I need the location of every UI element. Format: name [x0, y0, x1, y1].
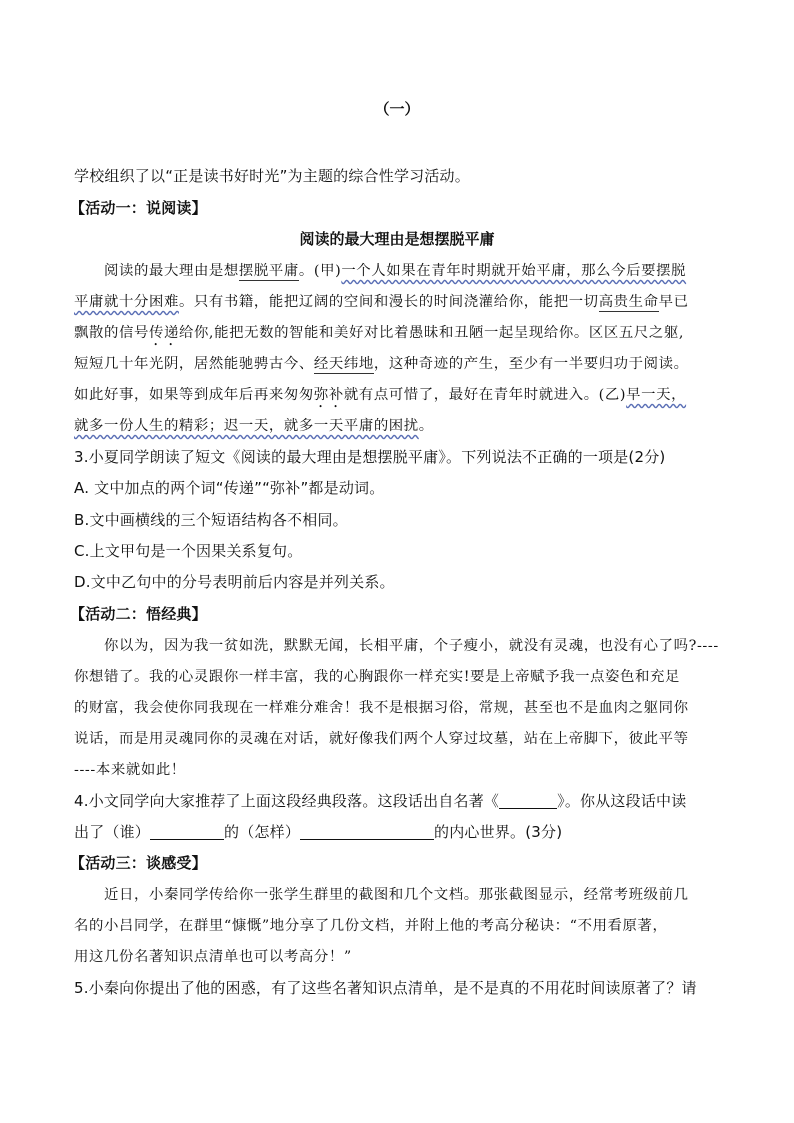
text-run: 的（怎样） — [224, 823, 301, 841]
text-run: 就有点可惜了，最好在青年时就进入。(乙) — [343, 387, 627, 403]
q3-stem: 3.小夏同学朗读了短文《阅读的最大理由是想摆脱平庸》。下列说法不正确的一项是(2分) — [74, 448, 666, 466]
passage3-line1: 近日，小秦同学传给你一张学生群里的截图和几个文档。那张截图显示，经常考班级前几 — [104, 887, 689, 903]
passage2-line4: 说话，而是用灵魂同你的灵魂在对话，就好像我们两个人穿过坟墓，站在上帝脚下，彼此平等 — [74, 731, 689, 747]
book-close-quote: 》 — [557, 792, 565, 810]
book-title-blank[interactable] — [499, 793, 557, 809]
q3-option-b: B.文中画横线的三个短语结构各不相同。 — [74, 511, 348, 529]
text-run: 出了（谁） — [74, 823, 151, 841]
wavy-sentence-jia: 一个人如果在青年时期就开始平庸，那么今后要摆脱 — [341, 263, 687, 279]
wavy-sentence-yi-end: 就多一份人生的精彩；迟一天，就多一天平庸的困扰 — [74, 418, 419, 434]
q3-option-a: A. 文中加点的两个词“传递”“弥补”都是动词。 — [74, 479, 385, 497]
book-open-quote: 《 — [483, 792, 500, 810]
wavy-sentence-jia-end: 平庸就十分困难 — [74, 294, 179, 310]
how-blank[interactable] — [300, 824, 434, 840]
activity2-heading: 【活动二：悟经典】 — [70, 605, 207, 623]
passage1-title: 阅读的最大理由是想摆脱平庸 — [299, 230, 495, 248]
passage2-line1: 你以为，因为我一贫如洗，默默无闻，长相平庸，个子瘦小，就没有灵魂，也没有心了吗?---- — [104, 638, 719, 654]
underlined-phrase-2: 高贵生命 — [598, 294, 659, 310]
wavy-sentence-yi: 早一天， — [626, 387, 687, 403]
passage1-line4 — [74, 352, 724, 373]
q4-line2 — [74, 821, 724, 842]
text-run: 短短几十年光阴，居然能驰骋古今、 — [74, 356, 314, 372]
text-run: 早已 — [658, 294, 689, 310]
text-run: 4.小文同学向大家推荐了上面这段经典段落。这段话出自名著 — [74, 792, 484, 810]
text-run: 给你,能把无数的智能和美好对比着愚昧和丑陋一起呈现给你。区区五尺之躯, — [178, 325, 684, 341]
passage3-line2: 名的小吕同学，在群里“慷慨”地分享了几份文档，并附上他的考高分秘诀：“不用看原著， — [74, 918, 668, 934]
activity1-heading: 【活动一：说阅读】 — [70, 199, 207, 217]
activity3-heading: 【活动三：谈感受】 — [70, 854, 207, 872]
passage1-line3 — [74, 321, 724, 349]
passage1-line1 — [104, 259, 754, 280]
q5-stem: 5.小秦向你提出了他的困惑，有了这些名著知识点清单，是不是真的不用花时间读原著了？请 — [74, 979, 697, 997]
text-run: 。你从这段话中读 — [564, 792, 687, 810]
text-run: ，这种奇迹的产生，至少有一半要归功于阅读。 — [373, 356, 689, 372]
intro-text: 学校组织了以“正是读书好时光”为主题的综合性学习活动。 — [74, 167, 470, 185]
dotted-word-chuandi: 传递 — [148, 325, 179, 341]
section-title: （一） — [374, 100, 420, 118]
passage2-line3: 的财富，我会使你同我现在一样难分难舍！我不是根据习俗，常规，甚至也不是血肉之躯同你 — [74, 700, 689, 716]
passage1-line6 — [74, 414, 724, 435]
dotted-word-mibu: 弥补 — [313, 387, 344, 403]
passage1-line5 — [74, 383, 724, 411]
underlined-phrase-3: 经天纬地 — [313, 356, 374, 372]
text-run: 如此好事，如果等到成年后再来匆匆 — [74, 387, 314, 403]
text-run: 。(甲) — [298, 263, 342, 279]
passage2-line2: 你想错了。我的心灵跟你一样丰富，我的心胸跟你一样充实!要是上帝赋予我一点姿色和充足 — [74, 669, 681, 685]
q4-line1 — [74, 790, 724, 811]
passage2-line5: ----本来就如此！ — [74, 762, 186, 778]
text-run: 。 — [418, 418, 434, 434]
text-run: 的内心世界。(3分) — [434, 823, 563, 841]
passage1-line2 — [74, 290, 724, 311]
q3-option-d: D.文中乙句中的分号表明前后内容是并列关系。 — [74, 573, 395, 591]
q3-option-c: C.上文甲句是一个因果关系复句。 — [74, 542, 303, 560]
text-run: 。只有书籍，能把辽阔的空间和漫长的时间浇灌给你，能把一切 — [178, 294, 599, 310]
text-run: 飘散的信号 — [74, 325, 149, 341]
underlined-phrase-1: 摆脱平庸 — [238, 263, 299, 279]
who-blank[interactable] — [150, 824, 224, 840]
text-run: 阅读的最大理由是想 — [104, 263, 239, 279]
passage3-line3: 用这几份名著知识点清单也可以考高分！” — [74, 949, 352, 965]
